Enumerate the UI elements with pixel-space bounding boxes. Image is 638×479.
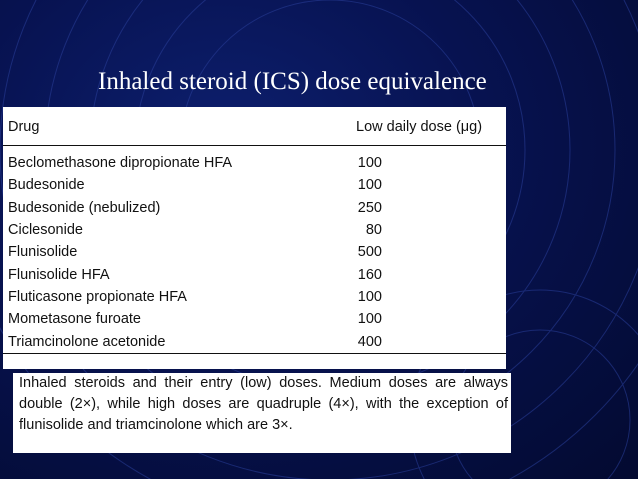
drug-name: Fluticasone propionate HFA <box>8 288 187 305</box>
dose-value: 80 <box>365 222 382 239</box>
table-row <box>3 197 506 219</box>
table-row <box>3 152 506 174</box>
drug-name: Budesonide (nebulized) <box>8 199 161 216</box>
table-row <box>3 330 506 353</box>
drug-name: Flunisolide HFA <box>8 266 110 283</box>
column-header-drug: Drug <box>3 107 356 146</box>
drug-name: Mometasone furoate <box>8 311 141 328</box>
table-row <box>3 174 506 196</box>
slide-title: Inhaled steroid (ICS) dose equivalence <box>98 68 487 95</box>
column-header-dose: Low daily dose (μg) <box>356 107 506 146</box>
dose-value: 400 <box>357 333 382 350</box>
table-row <box>3 286 506 308</box>
dose-value: 100 <box>357 177 382 194</box>
drug-name: Budesonide <box>8 177 85 194</box>
dose-value: 500 <box>357 244 382 261</box>
footnote: Inhaled steroids and their entry (low) doses. Medium doses are always double (2×), while high doses are quadruple (4×), with the exception of flunisolide and triamcinolone which are 3×. <box>13 373 511 453</box>
table-row <box>3 263 506 285</box>
table-row <box>3 308 506 330</box>
drug-name: Ciclesonide <box>8 222 83 239</box>
dose-table-panel <box>3 107 506 369</box>
table-row <box>3 219 506 241</box>
table-row <box>3 241 506 263</box>
dose-value: 160 <box>357 266 382 283</box>
dose-table <box>3 107 506 354</box>
drug-name: Flunisolide <box>8 244 78 261</box>
dose-value: 250 <box>357 199 382 216</box>
table-header-row <box>3 107 506 146</box>
drug-name: Triamcinolone acetonide <box>3 330 356 353</box>
dose-value: 100 <box>357 311 382 328</box>
drug-name: Beclomethasone dipropionate HFA <box>8 155 233 172</box>
dose-value: 100 <box>357 155 382 172</box>
dose-value: 100 <box>357 288 382 305</box>
